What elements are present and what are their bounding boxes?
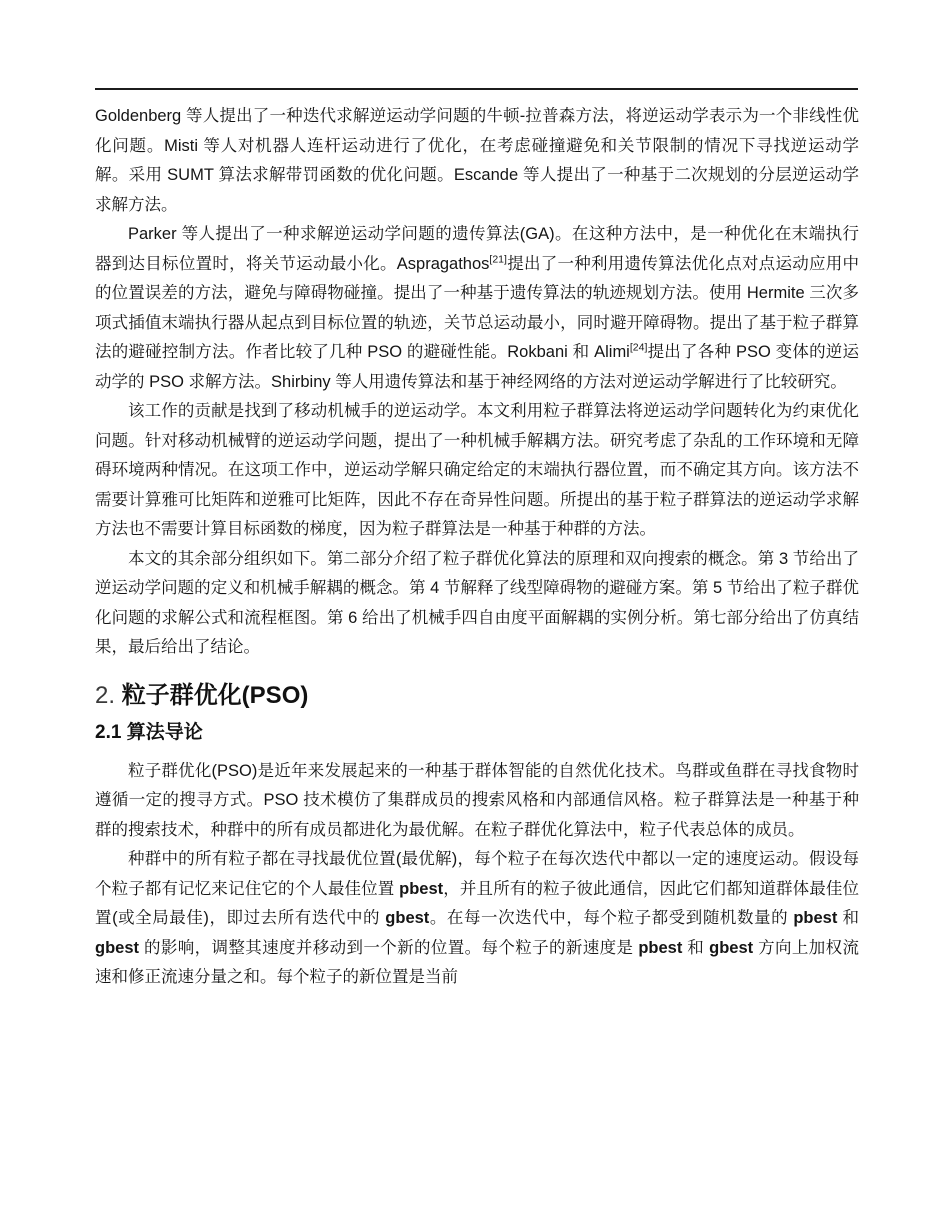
section-title: 粒子群优化(PSO)	[121, 681, 309, 709]
text-run: 提出了一种利用遗传算法优化点对点运动应用中的位置误差的方法，避免与障碍物碰撞。提出了一种基于遗传算法的轨迹规划方法。使用 Hermite 三次多项式插值末端执行器从起点到目标位置的轨迹，关节总运动最小，同时避开障碍物。提出了基于粒子群算法的避碰控制方法。作者比较了几种 PSO 的避碰性能。Rokbani 和 Alimi	[95, 254, 859, 361]
section-heading	[95, 681, 859, 711]
document-body	[95, 102, 859, 993]
text-run: 。在每一次迭代中，每个粒子都受到随机数量的	[429, 909, 794, 927]
paragraph	[95, 220, 859, 397]
text-run: Parker 等人提出了一种求解逆运动学问题的遗传算法(GA)。在这种方法中，是一种优化在末端执行器到达目标位置时，将关节运动最小化。Aspragathos	[95, 225, 859, 273]
text-run: pbest	[638, 938, 683, 957]
text-run: 粒子群优化(PSO)是近年来发展起来的一种基于群体智能的自然优化技术。鸟群或鱼群在寻找食物时遵循一定的搜寻方式。PSO 技术模仿了集群成员的搜索风格和内部通信风格。粒子群算法是一种基于种群的搜索技术，种群中的所有成员都进化为最优解。在粒子群优化算法中，粒子代表总体的成员。	[95, 761, 859, 839]
text-run: gbest	[385, 909, 430, 927]
text-run: gbest	[95, 938, 140, 957]
subsection-heading: 2.1 算法导论	[95, 721, 203, 743]
text-run: gbest	[709, 938, 754, 957]
section-number: 2.	[95, 681, 122, 709]
paragraph	[95, 845, 859, 993]
paragraph	[95, 545, 859, 663]
text-run: 方向上加权流速和修正流速分量之和。每个粒子的新位置是当前	[95, 938, 859, 986]
text-run: 种群中的所有粒子都在寻找最优位置(最优解)，每个粒子在每次迭代中都以一定的速度运动。假设每个粒子都有记忆来记住它的个人最佳位置	[95, 850, 859, 898]
text-run: ，并且所有的粒子彼此通信，因此它们都知道群体最佳位置(或全局最佳)，即过去所有迭代中的	[95, 879, 860, 927]
text-run: 和	[682, 938, 710, 957]
text-run: pbest	[399, 879, 444, 898]
text-run: 和	[837, 909, 859, 927]
paragraph	[95, 757, 859, 846]
citation-ref: [21]	[489, 253, 507, 265]
text-run: 本文的其余部分组织如下。第二部分介绍了粒子群优化算法的原理和双向搜索的概念。第 3 节给出了逆运动学问题的定义和机械手解耦的概念。第 4 节解释了线型障碍物的避碰方案。第 5 节给出了粒子群优化问题的求解公式和流程框图。第 6 给出了机械手四自由度平面解耦的实例分析。第七部分给出了仿真结果，最后给出了结论。	[95, 549, 859, 656]
paragraph	[95, 102, 859, 220]
text-run: pbest	[793, 909, 838, 927]
text-run: Goldenberg 等人提出了一种迭代求解逆运动学问题的牛顿-拉普森方法，将逆运动学表示为一个非线性优化问题。Misti 等人对机器人连杆运动进行了优化，在考虑碰撞避免和关节限制的情况下寻找逆运动学解。采用 SUMT 算法求解带罚函数的优化问题。Escande 等人提出了一种基于二次规划的分层逆运动学求解方法。	[95, 107, 859, 214]
citation-ref: [24]	[629, 341, 648, 354]
text-run: 该工作的贡献是找到了移动机械手的逆运动学。本文利用粒子群算法将逆运动学问题转化为约束优化问题。针对移动机械臂的逆运动学问题，提出了一种机械手解耦方法。研究考虑了杂乱的工作环境和无障碍环境两种情况。在这项工作中，逆运动学解只确定给定的末端执行器位置，而不确定其方向。该方法不需要计算雅可比矩阵和逆雅可比矩阵，因此不存在奇异性问题。所提出的基于粒子群算法的逆运动学求解方法也不需要计算目标函数的梯度，因为粒子群算法是一种基于种群的方法。	[95, 402, 859, 538]
text-run: 的影响，调整其速度并移动到一个新的位置。每个粒子的新速度是	[139, 938, 639, 957]
header-rule	[95, 88, 858, 90]
text-run: 提出了各种 PSO 变体的逆运动学的 PSO 求解方法。Shirbiny 等人用遗传算法和基于神经网络的方法对逆运动学解进行了比较研究。	[95, 343, 860, 391]
paragraph	[95, 397, 859, 545]
